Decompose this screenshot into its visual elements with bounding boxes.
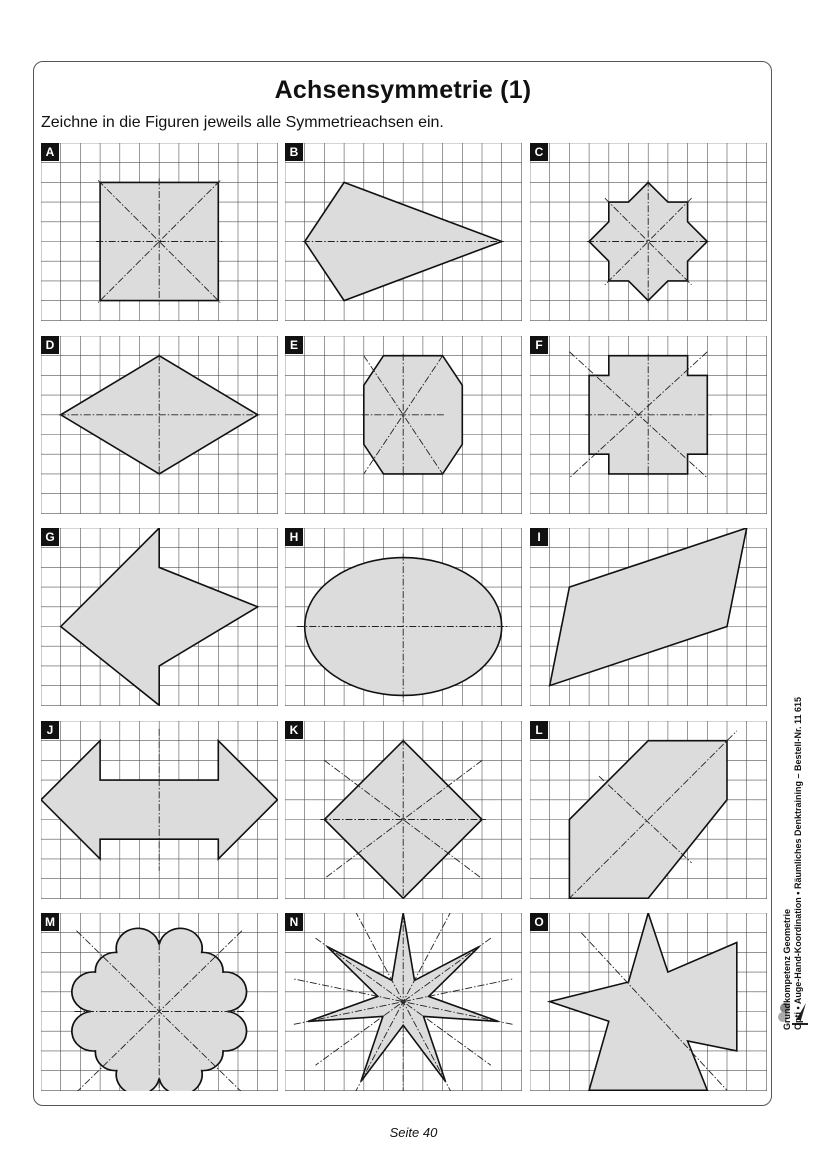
panel-letter: N — [285, 913, 303, 931]
figure-panel-k — [285, 721, 522, 899]
figure-shape-g — [61, 528, 258, 705]
figure-panel-b — [285, 143, 522, 321]
panel-letter: I — [530, 528, 548, 546]
figure-panel-f — [530, 336, 767, 514]
figure-flower — [41, 913, 278, 1091]
figure-hexagon — [530, 721, 767, 899]
figure-shape-m — [72, 928, 247, 1091]
figure-cross — [530, 336, 767, 514]
figure-parallelogram — [530, 528, 767, 706]
page-title: Achsensymmetrie (1) — [274, 76, 532, 104]
figure-shape-k — [320, 739, 485, 899]
figure-shape-h — [297, 554, 510, 702]
panel-letter: E — [285, 336, 303, 354]
figure-ellipse — [285, 528, 522, 706]
figure-shape-f — [569, 352, 711, 478]
figure-shape-e — [362, 354, 462, 476]
figure-panel-j — [41, 721, 278, 899]
figure-eight-point-star — [530, 143, 767, 321]
panel-letter: J — [41, 721, 59, 739]
panel-letter: B — [285, 143, 303, 161]
figure-shape-a — [96, 178, 222, 304]
figure-panel-n — [285, 913, 522, 1091]
figure-panel-m — [41, 913, 278, 1091]
figure-panel-e — [285, 336, 522, 514]
panel-letter: K — [285, 721, 303, 739]
side-publisher-info — [782, 550, 804, 1030]
figure-panel-a — [41, 143, 278, 321]
panel-letter: M — [41, 913, 59, 931]
figure-double-arrow — [41, 721, 278, 899]
figure-panel-d — [41, 336, 278, 514]
panel-letter: C — [530, 143, 548, 161]
figure-panel-h — [285, 528, 522, 706]
figure-octagon — [285, 336, 522, 514]
panel-letter: F — [530, 336, 548, 354]
panel-letter: O — [530, 913, 548, 931]
figure-panel-c — [530, 143, 767, 321]
figure-panel-i — [530, 528, 767, 706]
side-line-2: Opti • Auge-Hand-Koordination • Räumliches Denktraining – Bestell-Nr. 11 615 — [793, 696, 803, 1030]
figure-square — [41, 143, 278, 321]
panel-letter: G — [41, 528, 59, 546]
panel-letter: A — [41, 143, 59, 161]
panel-letter: L — [530, 721, 548, 739]
panel-letter: H — [285, 528, 303, 546]
figure-shape-l — [560, 731, 737, 899]
page-number: Seite 40 — [389, 1125, 438, 1140]
figure-rhombus — [41, 336, 278, 514]
figure-shape-n — [294, 913, 513, 1091]
figure-kite — [285, 143, 522, 321]
figure-shape-o — [550, 913, 737, 1090]
instruction-text: Zeichne in die Figuren jeweils alle Symmetrieachsen ein. — [41, 114, 444, 131]
figure-shape-d — [59, 354, 260, 476]
panel-letter: D — [41, 336, 59, 354]
side-line-1: Grundkompetenz Geometrie — [782, 908, 792, 1030]
figure-shape-c — [587, 180, 709, 302]
figure-diamond-square — [285, 721, 522, 899]
figure-panel-o — [530, 913, 767, 1091]
figure-arrow — [41, 528, 278, 706]
figure-irregular — [530, 913, 767, 1091]
figure-panel-g — [41, 528, 278, 706]
figure-panel-l — [530, 721, 767, 899]
figure-star — [285, 913, 522, 1091]
